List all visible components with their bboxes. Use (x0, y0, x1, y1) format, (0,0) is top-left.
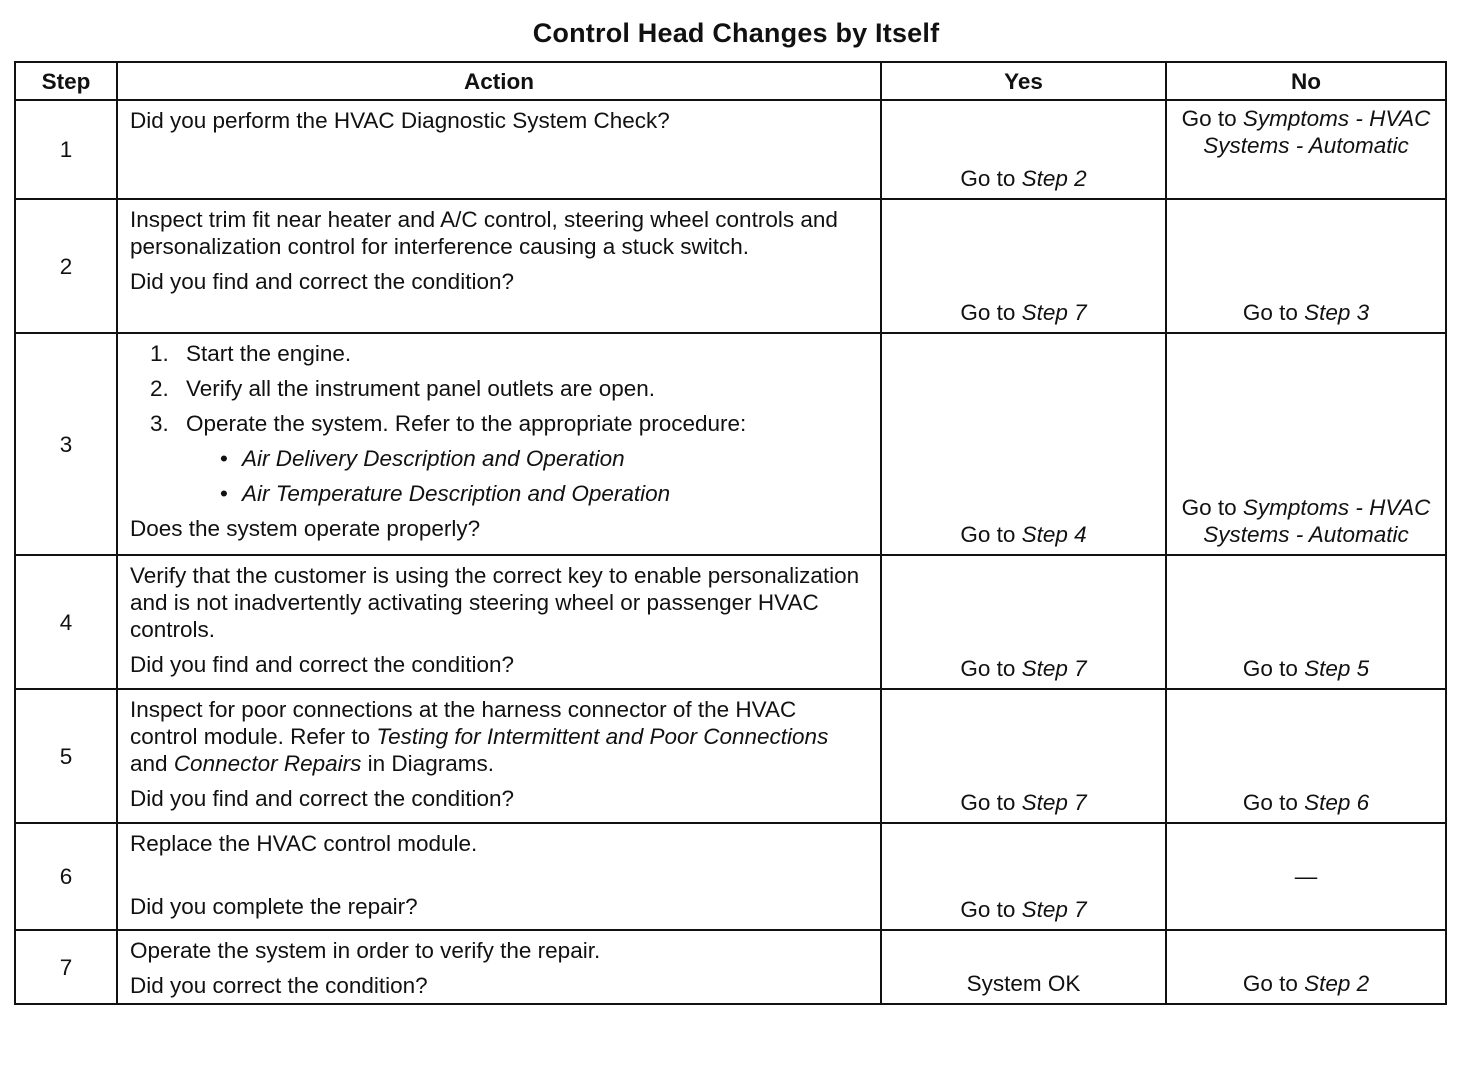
header-step: Step (15, 62, 117, 100)
action-cell (117, 823, 881, 930)
no-prefix: Go to (1242, 300, 1298, 325)
no-action-dash: — (1294, 864, 1318, 889)
no-prefix: Go to (1242, 790, 1298, 815)
no-cell (1166, 689, 1446, 823)
header-yes: Yes (881, 62, 1166, 100)
yes-prefix: Go to (960, 790, 1016, 815)
no-cell (1166, 930, 1446, 1004)
step-number: 3 (15, 333, 117, 555)
action-question: Did you find and correct the condition? (130, 652, 514, 677)
yes-cell (881, 100, 1166, 199)
step-number: 2 (15, 199, 117, 333)
no-symptoms-link[interactable]: Symptoms - HVAC Systems - Automatic (1203, 106, 1431, 158)
yes-step-link[interactable]: Step 7 (1021, 790, 1087, 815)
step-number: 4 (15, 555, 117, 689)
yes-cell (881, 199, 1166, 333)
no-step-link[interactable]: Step 6 (1304, 790, 1370, 815)
no-step-link[interactable]: Step 3 (1304, 300, 1370, 325)
yes-step-link[interactable]: Step 4 (1021, 522, 1087, 547)
table-row (15, 930, 1446, 1004)
action-text: Replace the HVAC control module. (130, 831, 478, 856)
yes-cell (881, 333, 1166, 555)
action-question: Did you find and correct the condition? (130, 269, 514, 294)
diagnostic-table (14, 61, 1447, 1005)
bullet-icon: • (220, 446, 228, 471)
no-prefix: Go to (1242, 971, 1298, 996)
bullet-icon: • (220, 481, 228, 506)
yes-cell (881, 930, 1166, 1004)
no-symptoms-link[interactable]: Symptoms - HVAC Systems - Automatic (1203, 495, 1431, 547)
no-step-link[interactable]: Step 2 (1304, 971, 1370, 996)
list-item: 2. Verify all the instrument panel outlets are open. (150, 376, 656, 401)
yes-prefix: Go to (960, 166, 1016, 191)
yes-step-link[interactable]: Step 2 (1021, 166, 1087, 191)
yes-cell (881, 823, 1166, 930)
table-header-row (15, 62, 1446, 100)
yes-prefix: Go to (960, 656, 1016, 681)
no-prefix: Go to (1242, 656, 1298, 681)
action-cell (117, 333, 881, 555)
no-cell (1166, 823, 1446, 930)
step-number: 1 (15, 100, 117, 199)
yes-prefix: Go to (960, 300, 1016, 325)
no-cell (1166, 555, 1446, 689)
action-text: Operate the system in order to verify the repair. (130, 938, 601, 963)
action-text: Verify that the customer is using the correct key to enable personalization and is not inadvertently activating steering wheel or passenger HVAC controls. (130, 563, 860, 642)
action-question: Did you correct the condition? (130, 973, 428, 998)
action-cell (117, 555, 881, 689)
list-item: 1. Start the engine. (150, 341, 352, 366)
action-text: Inspect trim fit near heater and A/C control, steering wheel controls and personalization control for interference causing a stuck switch. (130, 207, 838, 259)
system-ok-text: System OK (966, 971, 1081, 996)
no-cell (1166, 199, 1446, 333)
table-row (15, 555, 1446, 689)
connector-repairs-link[interactable]: Connector Repairs (173, 751, 362, 776)
header-action: Action (117, 62, 881, 100)
no-step-link[interactable]: Step 5 (1304, 656, 1370, 681)
table-row (15, 199, 1446, 333)
table-row (15, 689, 1446, 823)
page-title: Control Head Changes by Itself (532, 18, 940, 48)
action-text: Inspect for poor connections at the harness connector of the HVAC control module. Refer to Testing for Intermittent and Poor Connections and Connector Repairs in Diagrams. (130, 697, 829, 776)
no-prefix: Go to (1181, 495, 1237, 520)
yes-cell (881, 689, 1166, 823)
yes-cell (881, 555, 1166, 689)
yes-step-link[interactable]: Step 7 (1021, 897, 1087, 922)
procedure-link[interactable]: • Air Delivery Description and Operation (220, 446, 625, 471)
no-cell (1166, 100, 1446, 199)
intermittent-testing-link[interactable]: Testing for Intermittent and Poor Connections (376, 724, 829, 749)
step-number: 7 (15, 930, 117, 1004)
yes-prefix: Go to (960, 522, 1016, 547)
yes-step-link[interactable]: Step 7 (1021, 656, 1087, 681)
action-cell (117, 930, 881, 1004)
header-no: No (1166, 62, 1446, 100)
no-prefix: Go to (1181, 106, 1237, 131)
step-number: 6 (15, 823, 117, 930)
table-row (15, 823, 1446, 930)
substep-list (130, 340, 866, 437)
no-cell (1166, 333, 1446, 555)
step-number: 5 (15, 689, 117, 823)
yes-step-link[interactable]: Step 7 (1021, 300, 1087, 325)
action-question: Does the system operate properly? (130, 516, 481, 541)
yes-prefix: Go to (960, 897, 1016, 922)
procedure-link[interactable]: • Air Temperature Description and Operation (220, 481, 671, 506)
table-row (15, 333, 1446, 555)
action-cell (117, 689, 881, 823)
action-question: Did you find and correct the condition? (130, 786, 514, 811)
table-row (15, 100, 1446, 199)
action-cell (117, 100, 881, 199)
action-question: Did you perform the HVAC Diagnostic System Check? (130, 108, 670, 133)
procedure-bullet-list (130, 445, 866, 507)
action-question: Did you complete the repair? (130, 894, 418, 919)
list-item: 3. Operate the system. Refer to the appropriate procedure: (150, 411, 747, 436)
action-cell (117, 199, 881, 333)
